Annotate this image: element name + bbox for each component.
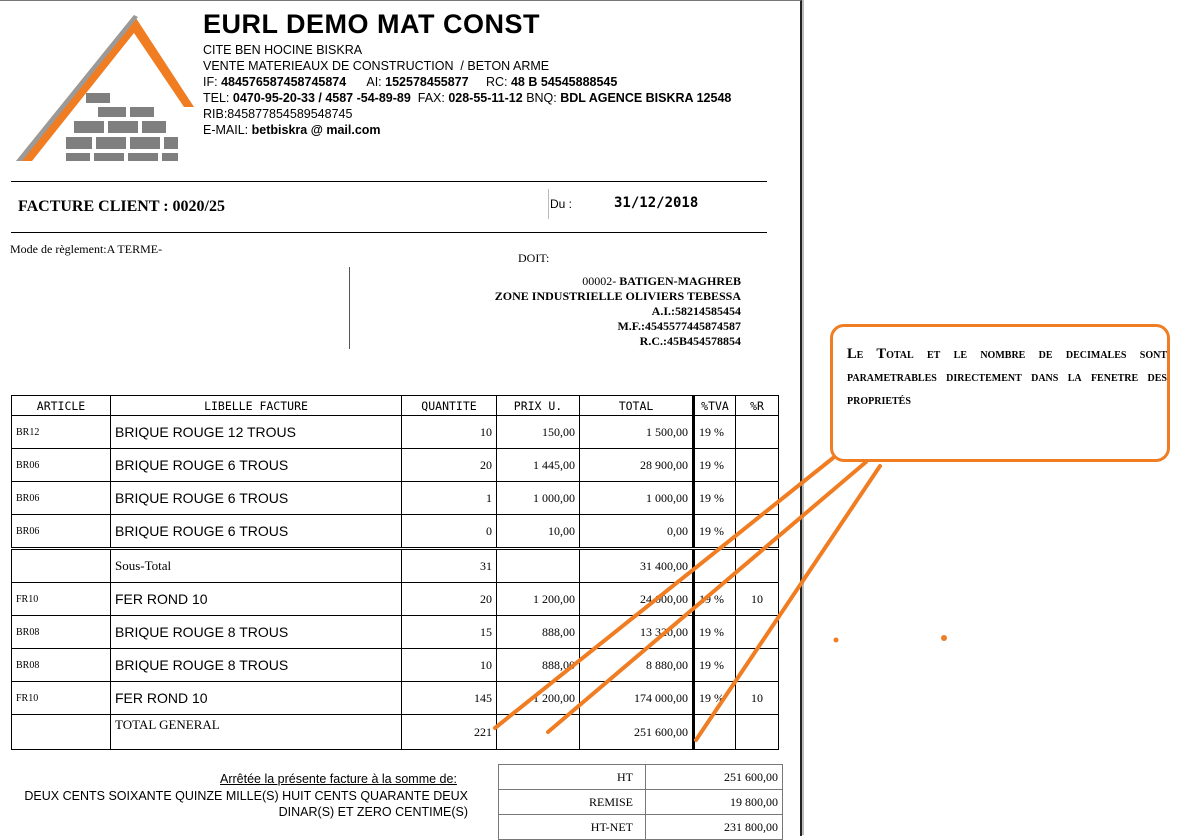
col-header-article: ARTICLE — [12, 396, 111, 416]
quantity-cell: 145 — [402, 682, 497, 715]
article-code-cell: BR06 — [12, 482, 111, 515]
quantity-cell: 1 — [402, 482, 497, 515]
orange-dot — [941, 635, 947, 641]
col-header-prix: PRIX U. — [497, 396, 580, 416]
orange-dot — [834, 638, 839, 643]
quantity-cell: 31 — [402, 549, 497, 583]
tva-cell: 19 % — [694, 449, 736, 482]
remise-cell: 10 — [736, 682, 779, 715]
tva-cell: 19 % — [694, 649, 736, 682]
tva-cell: 19 % — [694, 616, 736, 649]
tva-cell: 19 % — [694, 583, 736, 616]
total-cell: 0,00 — [580, 515, 694, 549]
quantity-cell: 10 — [402, 649, 497, 682]
summary-value: 231 800,00 — [646, 815, 783, 840]
summary-label: REMISE — [499, 790, 646, 815]
client-rc: R.C.:45B454578854 — [639, 334, 741, 348]
libelle-cell: BRIQUE ROUGE 6 TROUS — [111, 515, 402, 549]
date-label: Du : — [550, 197, 573, 211]
tva-cell: 19 % — [694, 482, 736, 515]
total-cell: 28 900,00 — [580, 449, 694, 482]
libelle-cell: BRIQUE ROUGE 6 TROUS — [111, 482, 402, 515]
unit-price-cell: 1 200,00 — [497, 682, 580, 715]
client-mf: M.F.:4545577445874587 — [617, 319, 741, 333]
tva-cell: 19 % — [694, 416, 736, 449]
invoice-date: 31/12/2018 — [614, 195, 699, 211]
company-contacts: TEL: 0470-95-20-33 / 4587 -54-89-89 FAX: 028-55-11-12 BNQ: BDL AGENCE BISKRA 12548 — [203, 91, 732, 105]
unit-price-cell: 10,00 — [497, 515, 580, 549]
summary-value: 251 600,00 — [646, 765, 783, 790]
quantity-cell: 20 — [402, 449, 497, 482]
company-rib: RIB:845877854589548745 — [203, 107, 353, 121]
summary-label: HT — [499, 765, 646, 790]
client-ai: A.I.:58214585454 — [651, 304, 741, 318]
amount-words-line: DINAR(S) ET ZERO CENTIME(S) — [278, 805, 468, 819]
summary-label: HT-NET — [499, 815, 646, 840]
arrete-label: Arrêtée la présente facture à la somme de: — [220, 772, 457, 786]
article-code-cell: FR10 — [12, 583, 111, 616]
callout-text: Le Total et le nombre de decimales sont parametrables directement dans la fenetre des proprietés — [847, 346, 1167, 408]
quantity-cell: 15 — [402, 616, 497, 649]
total-general-qty: 221 — [402, 715, 497, 750]
col-header-r: %R — [736, 396, 779, 416]
quantity-cell: 10 — [402, 416, 497, 449]
total-cell: 13 320,00 — [580, 616, 694, 649]
amount-words-line: DEUX CENTS SOIXANTE QUINZE MILLE(S) HUIT CENTS QUARANTE DEUX — [24, 789, 468, 803]
company-email: E-MAIL: betbiskra @ mail.com — [203, 123, 381, 137]
total-cell: 1 500,00 — [580, 416, 694, 449]
col-header-quantite: QUANTITE — [402, 396, 497, 416]
article-code-cell: BR08 — [12, 616, 111, 649]
unit-price-cell: 1 200,00 — [497, 583, 580, 616]
client-address: ZONE INDUSTRIELLE OLIVIERS TEBESSA — [494, 289, 741, 303]
total-general-label: TOTAL GENERAL — [111, 715, 402, 750]
article-code-cell: BR12 — [12, 416, 111, 449]
unit-price-cell: 1 445,00 — [497, 449, 580, 482]
col-header-total: TOTAL — [580, 396, 694, 416]
total-general-amount: 251 600,00 — [580, 715, 694, 750]
payment-mode: Mode de règlement:A TERME- — [10, 242, 163, 256]
unit-price-cell: 888,00 — [497, 616, 580, 649]
unit-price-cell: 888,00 — [497, 649, 580, 682]
remise-cell: 10 — [736, 583, 779, 616]
total-cell: 24 000,00 — [580, 583, 694, 616]
client-name-line: 00002- BATIGEN-MAGHREB — [582, 274, 741, 288]
libelle-cell: BRIQUE ROUGE 12 TROUS — [111, 416, 402, 449]
company-activity: VENTE MATERIEAUX DE CONSTRUCTION / BETON ARME — [203, 59, 550, 73]
libelle-cell: BRIQUE ROUGE 8 TROUS — [111, 616, 402, 649]
quantity-cell: 20 — [402, 583, 497, 616]
summary-value: 19 800,00 — [646, 790, 783, 815]
libelle-cell: FER ROND 10 — [111, 583, 402, 616]
unit-price-cell: 150,00 — [497, 416, 580, 449]
libelle-cell: BRIQUE ROUGE 6 TROUS — [111, 449, 402, 482]
col-header-libelle: LIBELLE FACTURE — [111, 396, 402, 416]
total-cell: 31 400,00 — [580, 549, 694, 583]
total-cell: 8 880,00 — [580, 649, 694, 682]
libelle-cell: BRIQUE ROUGE 8 TROUS — [111, 649, 402, 682]
article-code-cell: BR08 — [12, 649, 111, 682]
col-header-tva: %TVA — [694, 396, 736, 416]
company-ids: IF: 484576587458745874 AI: 152578455877 RC: 48 B 54545888545 — [203, 75, 618, 89]
libelle-cell: Sous-Total — [111, 549, 402, 583]
doit-label: DOIT: — [518, 251, 550, 265]
quantity-cell: 0 — [402, 515, 497, 549]
article-code-cell: BR06 — [12, 449, 111, 482]
tva-cell: 19 % — [694, 682, 736, 715]
unit-price-cell: 1 000,00 — [497, 482, 580, 515]
invoice-title: FACTURE CLIENT : 0020/25 — [18, 198, 225, 215]
article-code-cell: FR10 — [12, 682, 111, 715]
annotation-callout — [830, 324, 1170, 462]
tva-cell: 19 % — [694, 515, 736, 549]
libelle-cell: FER ROND 10 — [111, 682, 402, 715]
total-cell: 174 000,00 — [580, 682, 694, 715]
total-cell: 1 000,00 — [580, 482, 694, 515]
company-address: CITE BEN HOCINE BISKRA — [203, 43, 363, 57]
company-name: EURL DEMO MAT CONST — [203, 9, 540, 39]
article-code-cell: BR06 — [12, 515, 111, 549]
